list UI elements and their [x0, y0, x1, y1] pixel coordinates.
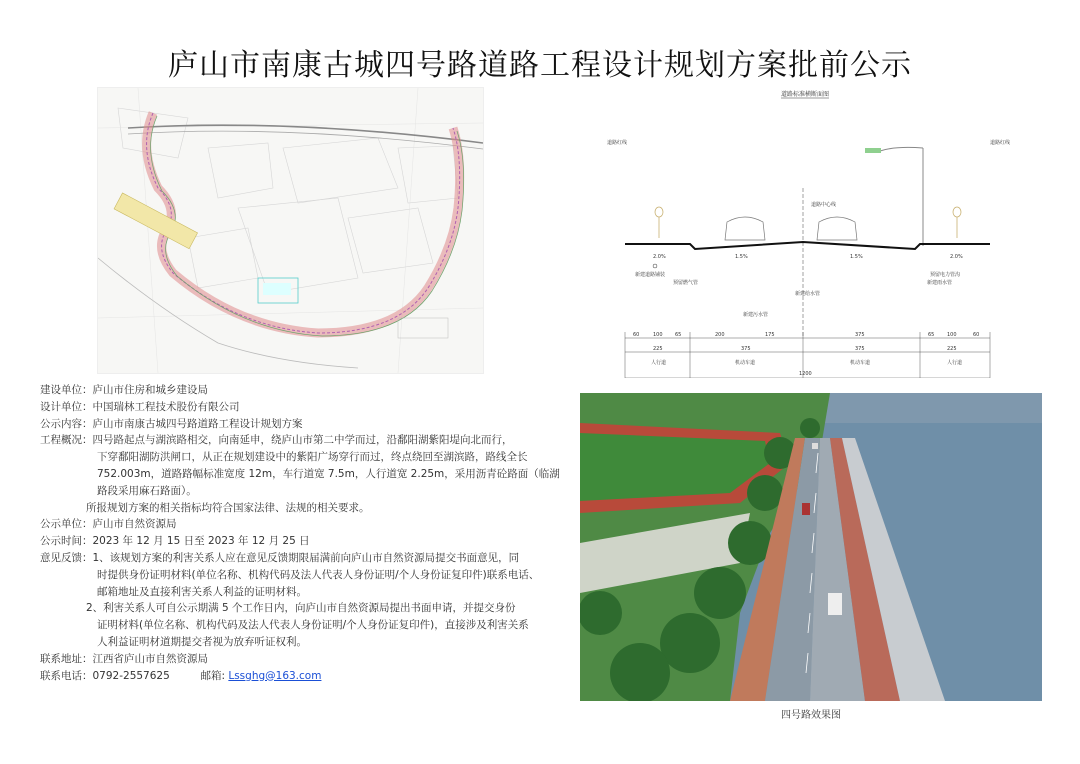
svg-text:225: 225: [947, 346, 957, 352]
road-cross-section: [595, 88, 1015, 378]
rendering-caption: 四号路效果图: [781, 710, 841, 721]
svg-text:60: 60: [633, 332, 640, 338]
site-plan-map: [97, 87, 484, 374]
svg-text:375: 375: [855, 332, 865, 338]
svg-text:225: 225: [653, 346, 663, 352]
svg-text:2.0%: 2.0%: [950, 254, 963, 260]
right-red-line-label: 道路红线: [990, 140, 1011, 146]
svg-text:100: 100: [947, 332, 957, 338]
svg-text:人行道: 人行道: [651, 360, 667, 366]
builder: 庐山市住房和城乡建设局: [92, 384, 208, 396]
svg-text:2.0%: 2.0%: [653, 254, 666, 260]
email-link[interactable]: Lssghg@163.com: [228, 669, 322, 682]
svg-text:175: 175: [765, 332, 775, 338]
designer: 中国瑞林工程技术股份有限公司: [92, 400, 240, 413]
svg-text:65: 65: [928, 332, 935, 338]
content: 庐山市南康古城四号路道路工程设计规划方案: [92, 417, 303, 430]
svg-text:1.5%: 1.5%: [735, 254, 748, 260]
page-title: 庐山市南康古城四号路道路工程设计规划方案批前公示: [168, 48, 912, 83]
svg-text:100: 100: [653, 332, 663, 338]
center-line-label: 道路中心线: [811, 202, 837, 208]
svg-text:新建污水管: 新建污水管: [743, 312, 769, 318]
publisher: 庐山市自然资源局: [92, 518, 177, 531]
address: 江西省庐山市自然资源局: [92, 652, 208, 665]
phone: 0792-2557625: [92, 669, 170, 682]
svg-text:人行道: 人行道: [947, 360, 963, 366]
section-header: 道路标准横断面图: [780, 91, 830, 98]
project-info: 建设单位：庐山市住房和城乡建设局 设计单位：中国瑞林工程技术股份有限公司 公示内容：庐山市南康古城四号路道路工程设计规划方案 工程概况：四号路起点与湖滨路相交，向南延申，绕庐山市第二中学而过，沿鄱阳湖紫阳堤向北而行， 下穿鄱阳湖防洪闸口，从正在规划建设中的紫阳广场穿行而过，终点绕回至湖滨路，路线全长 752.003m，道路路幅标准宽度 12m，车行道宽 7.5m，人行道宽 2.25m，采用沥青砼路面（临湖 路段采用麻石路面）。 所报规划方案的相关指标均符合国家法律、法规的相关要求。 公示单位：庐山市自然资源局 公示时间：2023 年 12 月 15 日至 2023 年 12 月 25 日 意见反馈：1、该规划方案的利害关系人应在意见反馈期限届满前向庐山市自然资源局提交书面意见，同 时提供身份证明材料(单位名称、机构代码及法人代表人身份证明/个人身份证复印件)联系电话、 邮箱地址及直接利害关系人利益的证明材料。 2、利害关系人可自公示期满 5 个工作日内，向庐山市自然资源局提出书面申请，并提交身份 证明材料(单位名称、机构代码及法人代表人身份证明/个人身份证复印件)，直接涉及利害关系 人利益证明材道期提交者视为放弃听证权利。 联系地址：江西省庐山市自然资源局 联系电话：0792-2557625 邮箱: Lssghg@163.com: [40, 384, 560, 682]
svg-text:机动车道: 机动车道: [735, 360, 756, 366]
period: 2023 年 12 月 15 日至 2023 年 12 月 25 日: [92, 535, 310, 548]
svg-text:新建雨水管: 新建雨水管: [927, 280, 953, 286]
svg-text:200: 200: [715, 332, 725, 338]
svg-text:375: 375: [741, 346, 751, 352]
svg-text:预留电力管沟: 预留电力管沟: [930, 272, 961, 278]
svg-text:机动车道: 机动车道: [850, 360, 871, 366]
road-rendering: [580, 393, 1042, 701]
svg-text:新建道路铺装: 新建道路铺装: [635, 272, 666, 278]
svg-text:65: 65: [675, 332, 682, 338]
svg-text:1200: 1200: [799, 371, 812, 377]
left-red-line-label: 道路红线: [607, 140, 628, 146]
svg-text:新建给水管: 新建给水管: [795, 291, 821, 297]
svg-text:预留燃气管: 预留燃气管: [673, 280, 699, 286]
svg-text:1.5%: 1.5%: [850, 254, 863, 260]
svg-text:375: 375: [855, 346, 865, 352]
svg-text:60: 60: [973, 332, 980, 338]
